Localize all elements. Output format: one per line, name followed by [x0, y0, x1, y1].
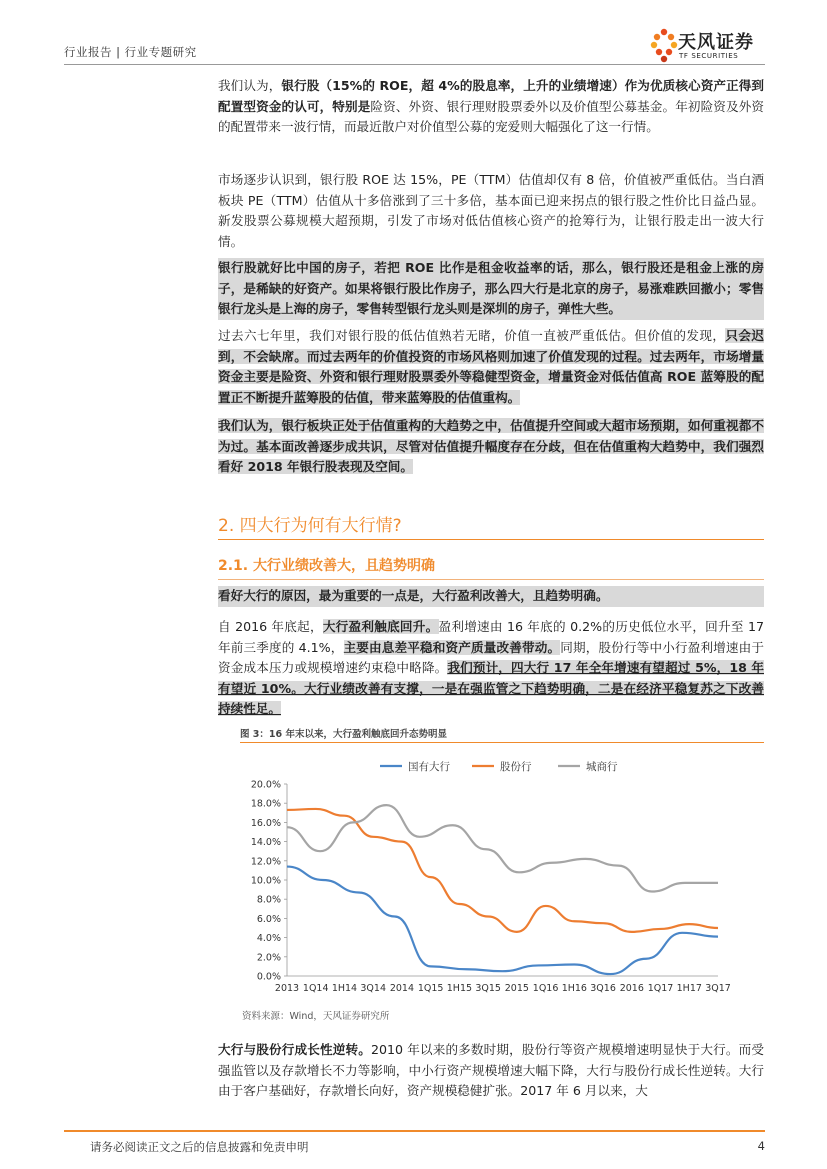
footer-divider [64, 1130, 765, 1132]
p3-bold: 银行股就好比中国的房子，若把 ROE 比作是租金收益率的话，那么，银行股还是租金上涨的房子，是稀缺的好资产。如果将银行股比作房子，那么四大行是北京的房子，易涨难跌回撤小；零售银行龙头是上海的房子，零售转型银行龙头则是深圳的房子，弹性大些。 [218, 260, 764, 317]
p1-bold: 银行股（15%的 ROE，超 4%的股息率，上升的业绩增速）作为优质核心资产正得到配置型资金的认可，特别是 [218, 78, 764, 114]
y-tick-label: 4.0% [256, 933, 281, 945]
paragraph-8 [218, 1040, 764, 1102]
p8-text: 2010 年以来的多数时期，股份行等资产规模增速明显快于大行。而受强监管以及存款增长不力等影响，中小行资产规模增速大幅下降，大行与股份行成长性逆转。大行由于客户基础好，存款增长向好，资产规模稳健扩张。2017 年 6 月以来，大 [218, 1042, 764, 1099]
y-tick-label: 0.0% [256, 971, 281, 983]
footer-notice: 请务必阅读正文之后的信息披露和免责申明 [90, 1140, 309, 1154]
x-tick-label: 1H14 [331, 983, 358, 994]
legend-label: 国有大行 [408, 761, 450, 773]
paragraph-3 [218, 258, 764, 320]
y-tick-label: 10.0% [250, 875, 281, 887]
y-tick-label: 20.0% [250, 779, 281, 791]
y-tick-label: 2.0% [256, 952, 281, 964]
x-tick-label: 3Q15 [475, 983, 501, 994]
p8-bold: 大行与股份行成长性逆转。 [218, 1042, 371, 1057]
x-tick-label: 1H17 [676, 983, 702, 994]
paragraph-6 [218, 586, 764, 607]
x-tick-label: 1Q16 [532, 983, 559, 994]
legend-label: 城商行 [586, 761, 618, 773]
paragraph-1 [218, 76, 764, 138]
paragraph-5 [218, 416, 764, 478]
legend-label: 股份行 [500, 761, 532, 773]
section-2-1-divider [218, 579, 764, 580]
y-tick-label: 8.0% [256, 894, 281, 906]
report-header: 行业报告 | 行业专题研究 [64, 45, 197, 59]
series-line-2 [287, 809, 718, 932]
figure-source: 资料来源：Wind，天风证券研究所 [242, 1011, 390, 1022]
x-tick-label: 2014 [389, 983, 415, 994]
p7-text-e: 同期，股份行等中小行盈利增速由于资金成本压力或规模增速约束稳中略降。 [218, 639, 765, 676]
x-tick-label: 3Q14 [360, 983, 387, 994]
p7-bold-f: 我们预计，四大行 17 年全年增速有望超过 5%，18 年有望近 10%。大行业绩改善有支撑，一是在强监管之下趋势明确，二是在经济平稳复苏之下改善持续性足。 [218, 660, 764, 717]
page-number: 4 [757, 1139, 765, 1153]
p1-text-a: 我们认为， [218, 78, 282, 93]
p6-bold: 看好大行的原因，最为重要的一点是，大行盈利改善大，且趋势明确。 [218, 588, 609, 603]
p7-bold-d: 主要由息差平稳和资产质量改善带动。 [343, 639, 561, 655]
x-tick-label: 1Q14 [302, 983, 329, 994]
p5-bold: 我们认为，银行板块正处于估值重构的大趋势之中，估值提升空间或大超市场预期，如何重视都不为过。基本面改善逐步成共识，尽管对估值提升幅度存在分歧，但在估值重构大趋势中，我们强烈看好 2018 年银行股表现及空间。 [218, 418, 764, 475]
profit-growth-line-chart [240, 748, 764, 998]
paragraph-7 [218, 617, 764, 720]
x-tick-label: 2016 [619, 983, 644, 994]
y-tick-label: 12.0% [250, 856, 281, 868]
p7-text-c: 盈利增速由 16 年底的 0.2%的历史低位水平，回升至 17 年前三季度的 4.1%， [218, 619, 765, 655]
figure-title: 图 3：16 年末以来，大行盈利触底回升态势明显 [240, 729, 447, 740]
p7-text-a: 自 2016 年底起， [218, 619, 323, 634]
y-tick-label: 6.0% [256, 913, 281, 925]
x-tick-label: 1Q15 [417, 983, 444, 994]
section-2-heading: 2. 四大行为何有大行情? [218, 516, 402, 536]
p7-bold-b: 大行盈利触底回升。 [322, 619, 439, 634]
x-tick-label: 3Q17 [705, 983, 731, 994]
company-logo [650, 26, 765, 66]
logo-text-en: TF SECURITIES [679, 52, 739, 60]
section-2-divider [218, 539, 764, 540]
paragraph-2: 市场逐步认识到，银行股 ROE 达 15%，PE（TTM）估值却仅有 8 倍，价值被严重低估。当白酒板块 PE（TTM）估值从十多倍涨到了三十多倍，基本面已迎来拐点的银行股之性价比日益凸显。新发股票公募规模大超预期，引发了市场对低估值核心资产的抢筹行为，让银行股走出一波大行情。 [218, 172, 764, 249]
x-tick-label: 1Q17 [647, 983, 674, 994]
p4-text-a: 过去六七年里，我们对银行股的低估值熟若无睹，价值一直被严重低估。但价值的发现， [218, 328, 726, 343]
x-tick-label: 3Q16 [590, 983, 616, 994]
p4-bold: 只会迟到，不会缺席。而过去两年的价值投资的市场风格则加速了价值发现的过程。过去两年，市场增量资金主要是险资、外资和银行理财股票委外等稳健型资金，增量资金对低估值高 ROE 蓝筹股的配置正不断提升蓝筹股的估值，带来蓝筹股的估值重构。 [218, 328, 765, 405]
section-2-1-heading: 2.1. 大行业绩改善大，且趋势明确 [218, 558, 435, 574]
tf-logo-icon [650, 26, 678, 66]
x-tick-label: 2013 [274, 983, 300, 994]
paragraph-4 [218, 326, 764, 408]
y-tick-label: 18.0% [250, 798, 281, 810]
y-tick-label: 14.0% [250, 837, 281, 849]
logo-text-cn: 天风证券 [678, 32, 754, 53]
x-tick-label: 1H15 [446, 983, 473, 994]
x-tick-label: 2015 [504, 983, 529, 994]
y-tick-label: 16.0% [250, 817, 281, 829]
x-tick-label: 1H16 [561, 983, 587, 994]
series-line-1 [287, 867, 718, 975]
p1-text-c: 险资、外资、银行理财股票委外以及价值型公募基金。年初险资及外资的配置带来一波行情，而最近散户对价值型公募的宠爱则大幅强化了这一行情。 [218, 98, 765, 135]
figure-title-divider [240, 742, 764, 743]
